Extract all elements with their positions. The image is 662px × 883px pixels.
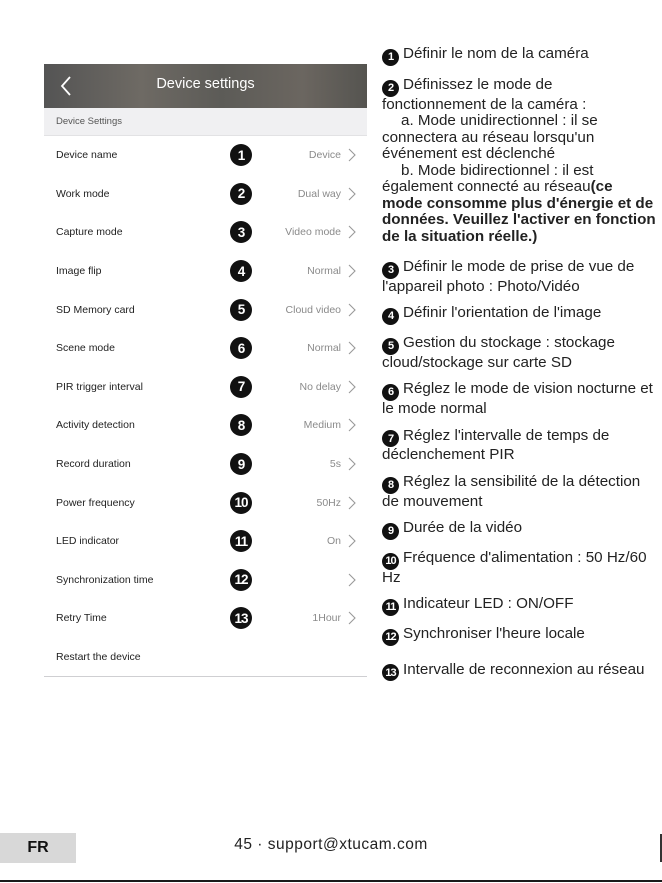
setting-label: LED indicator <box>56 535 120 548</box>
app-header <box>44 64 367 108</box>
chevron-right-icon <box>348 457 356 471</box>
desc-item-12: 12 Synchroniser l'heure locale <box>382 626 657 646</box>
setting-label: Capture mode <box>56 226 123 239</box>
desc-item-5: 5 Gestion du stockage : stockage cloud/stockage sur carte SD <box>382 334 615 371</box>
chevron-right-icon <box>348 611 356 625</box>
settings-row[interactable] <box>44 290 367 330</box>
chevron-right-icon <box>348 187 356 201</box>
desc-item-11: 11 Indicateur LED : ON/OFF <box>382 596 657 616</box>
desc-item-4: 4 Définir l'orientation de l'image <box>382 305 657 325</box>
setting-value: Normal <box>307 265 341 278</box>
callout-badge: 11 <box>230 530 252 552</box>
callout-badge: 8 <box>230 414 252 436</box>
chevron-right-icon <box>348 496 356 510</box>
desc-item-3: 3 Définir le mode de prise de vue de l'appareil photo : Photo/Vidéo <box>382 258 635 295</box>
desc-item-2b: b. Mode bidirectionnel : il est également connecté au réseau(ce mode consomme plus d'énergie et de données. Veuillez l'activer en fonction de la situation réelle.) <box>382 161 656 245</box>
setting-value: Normal <box>307 342 341 355</box>
setting-label: Device name <box>56 149 118 162</box>
setting-label: Work mode <box>56 187 110 200</box>
desc-item-8: 8 Réglez la sensibilité de la détection de mouvement <box>382 472 641 510</box>
settings-row[interactable] <box>44 638 367 678</box>
setting-value: Dual way <box>297 187 341 200</box>
settings-row[interactable] <box>44 483 367 523</box>
description-list <box>382 46 657 681</box>
settings-row[interactable] <box>44 329 367 369</box>
callout-badge: 6 <box>230 337 252 359</box>
settings-row[interactable] <box>44 368 367 408</box>
phone-screenshot <box>44 64 367 679</box>
desc-item-13: 13 Intervalle de reconnexion au réseau <box>382 662 657 682</box>
settings-row[interactable] <box>44 522 367 562</box>
setting-value: Cloud video <box>285 303 341 316</box>
settings-row[interactable] <box>44 445 367 485</box>
setting-label: Synchronization time <box>56 573 154 586</box>
settings-row[interactable] <box>44 213 367 253</box>
setting-label: Retry Time <box>56 612 107 625</box>
setting-label: Record duration <box>56 458 131 471</box>
setting-label: Scene mode <box>56 342 115 355</box>
callout-badge: 3 <box>230 221 252 243</box>
callout-badge: 12 <box>230 569 252 591</box>
setting-value: 1Hour <box>312 612 341 625</box>
section-header <box>44 108 367 136</box>
chevron-right-icon <box>348 341 356 355</box>
callout-badge: 4 <box>230 260 252 282</box>
callout-badge: 1 <box>230 144 252 166</box>
chevron-right-icon <box>348 148 356 162</box>
settings-row[interactable] <box>44 599 367 639</box>
language-tab: FR <box>0 833 76 863</box>
setting-value: 50Hz <box>316 496 341 509</box>
chevron-right-icon <box>348 380 356 394</box>
setting-value: Medium <box>303 419 341 432</box>
chevron-right-icon <box>348 225 356 239</box>
page-footer: 45 · support@xtucam.com <box>234 836 428 853</box>
desc-item-9: 9 Durée de la vidéo <box>382 520 657 540</box>
chevron-right-icon <box>348 303 356 317</box>
chevron-right-icon <box>348 418 356 432</box>
settings-row[interactable] <box>44 406 367 446</box>
desc-item-10: 10 Fréquence d'alimentation : 50 Hz/60 Hz <box>382 548 647 586</box>
setting-value: Device <box>308 149 341 162</box>
setting-value: No delay <box>299 380 341 393</box>
settings-row[interactable] <box>44 561 367 601</box>
desc-item-2a: a. Mode unidirectionnel : il se connectera au réseau lorsqu'un événement est déclenché <box>382 112 598 162</box>
setting-label: Image flip <box>56 265 102 278</box>
callout-badge: 2 <box>230 183 252 205</box>
setting-label: Power frequency <box>56 496 135 509</box>
chevron-right-icon <box>348 534 356 548</box>
settings-row[interactable] <box>44 175 367 215</box>
setting-label: Restart the device <box>56 651 141 664</box>
setting-value: Video mode <box>285 226 341 239</box>
desc-item-7: 7 Réglez l'intervalle de temps de déclenchement PIR <box>382 426 610 464</box>
callout-badge: 13 <box>230 607 252 629</box>
setting-value: 5s <box>329 458 341 471</box>
callout-badge: 5 <box>230 299 252 321</box>
chevron-right-icon <box>348 573 356 587</box>
setting-value: On <box>326 535 341 548</box>
callout-badge: 7 <box>230 376 252 398</box>
bottom-rule <box>0 880 662 882</box>
desc-item-6: 6 Réglez le mode de vision nocturne et le mode normal <box>382 380 653 417</box>
desc-item-1: 1 Définir le nom de la caméra <box>382 46 657 66</box>
settings-row[interactable] <box>44 136 367 176</box>
app-title: Device settings <box>156 76 255 92</box>
chevron-right-icon <box>348 264 356 278</box>
section-label: Device Settings <box>56 116 123 127</box>
setting-label: PIR trigger interval <box>56 380 143 393</box>
setting-label: Activity detection <box>56 419 135 432</box>
setting-label: SD Memory card <box>56 303 135 316</box>
callout-badge: 10 <box>230 492 252 514</box>
callout-badge: 9 <box>230 453 252 475</box>
settings-row[interactable] <box>44 252 367 292</box>
desc-item-2: 2 Définissez le mode de fonctionnement de la caméra : a. Mode unidirectionnel : il se connectera au réseau lorsqu'un événement est déclenché b. Mode bidirectionnel : il est également connecté au réseau(ce mode consomme plus d'énergie et de données. Veuillez l'activer en fonction de la situation réelle.) <box>382 75 656 245</box>
